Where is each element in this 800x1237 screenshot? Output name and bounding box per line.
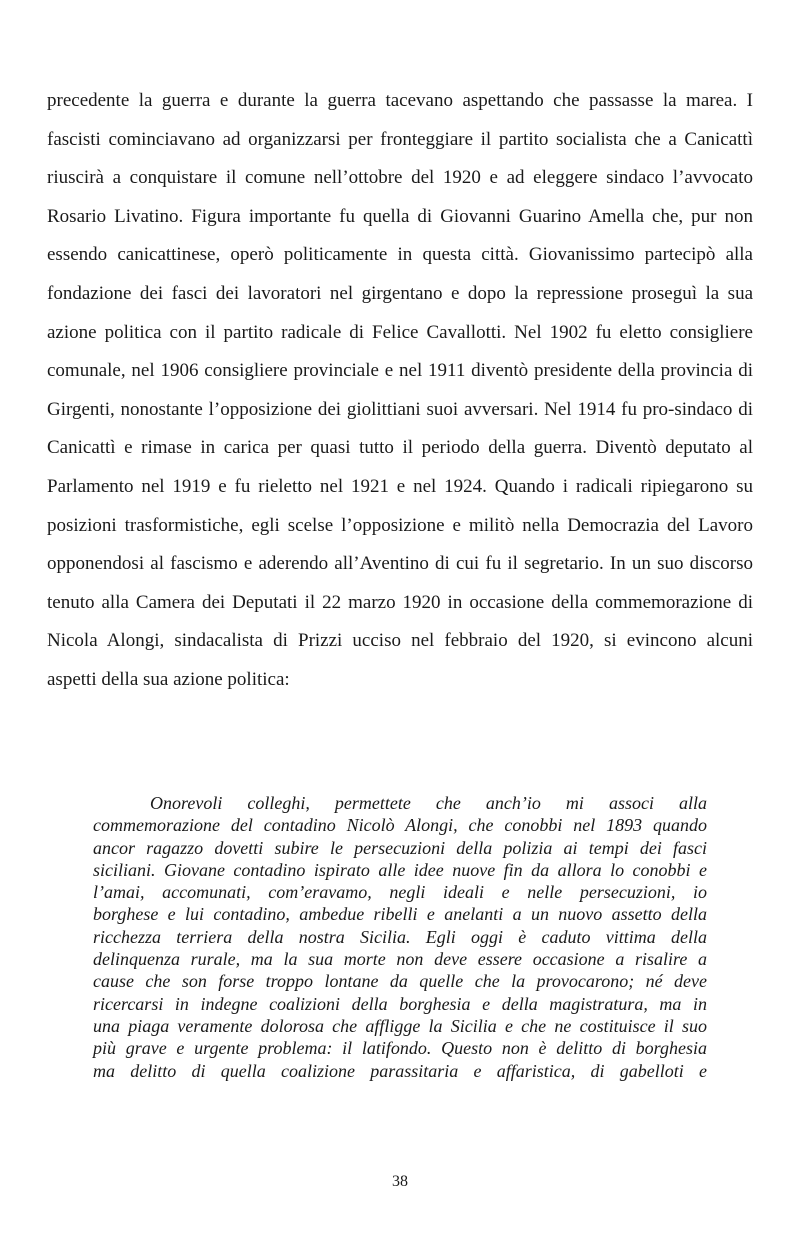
body-line: Parlamento nel 1919 e fu rieletto nel 1921 e nel 1924. Quando i radicali ripiegarono su: [47, 475, 753, 497]
quote-line: ricercarsi in indegne coalizioni della borghesia e della magistratura, ma in: [93, 993, 707, 1014]
body-line: azione politica con il partito radicale di Felice Cavallotti. Nel 1902 fu eletto consigliere: [47, 321, 753, 343]
body-line: precedente la guerra e durante la guerra tacevano aspettando che passasse la marea. I: [47, 90, 753, 111]
body-line: riuscirà a conquistare il comune nell’ottobre del 1920 e ad eleggere sindaco l’avvocato: [47, 167, 753, 189]
quote-line: ancor ragazzo dovetti subire le persecuzioni della polizia ai tempi dei fasci: [93, 837, 707, 858]
quote-line: delinquenza rurale, ma la sua morte non deve essere occasione a risalire a: [93, 949, 707, 970]
body-line: Canicattì e rimase in carica per quasi tutto il periodo della guerra. Diventò deputato al: [47, 437, 753, 459]
body-line: essendo canicattinese, operò politicamente in questa città. Giovanissimo partecipò alla: [47, 244, 753, 266]
quote-line: ma delitto di quella coalizione parassitaria e affaristica, di gabelloti e: [93, 1060, 707, 1081]
quote-line: più grave e urgente problema: il latifondo. Questo non è delitto di borghesia: [93, 1038, 707, 1059]
quote-line: commemorazione del contadino Nicolò Alongi, che conobbi nel 1893 quando: [93, 815, 707, 836]
quote-line: siciliani. Giovane contadino ispirato alle idee nuove fin da allora lo conobbi e: [93, 859, 707, 880]
body-line: tenuto alla Camera dei Deputati il 22 marzo 1920 in occasione della commemorazione di: [47, 591, 753, 613]
body-line: fascisti cominciavano ad organizzarsi per fronteggiare il partito socialista che a Canicattì: [47, 128, 753, 150]
body-line: opponendosi al fascismo e aderendo all’Aventino di cui fu il segretario. In un suo discorso: [47, 553, 753, 575]
body-line: comunale, nel 1906 consigliere provinciale e nel 1911 diventò presidente della provincia di: [47, 360, 753, 382]
body-line: Rosario Livatino. Figura importante fu quella di Giovanni Guarino Amella che, pur non: [47, 205, 753, 227]
quote-line: borghese e lui contadino, ambedue ribelli e anelanti a un nuovo assetto della: [93, 904, 707, 925]
page-number: 38: [392, 1173, 408, 1190]
block-quote: [93, 792, 707, 1082]
body-line: Nicola Alongi, sindacalista di Prizzi ucciso nel febbraio del 1920, si evincono alcuni: [47, 630, 753, 652]
body-line: aspetti della sua azione politica:: [47, 668, 290, 690]
body-line: posizioni trasformistiche, egli scelse l’opposizione e militò nella Democrazia del Lavoro: [47, 514, 753, 536]
quote-line: Onorevoli colleghi, permettete che anch’io mi associ alla: [150, 793, 707, 813]
quote-line: una piaga veramente dolorosa che affligge la Sicilia e che ne costituisce il suo: [93, 1015, 707, 1036]
body-line: Girgenti, nonostante l’opposizione dei giolittiani suoi avversari. Nel 1914 fu pro-sindaco di: [47, 398, 753, 420]
body-paragraph: [47, 82, 753, 700]
quote-line: cause che son forse troppo lontane da quelle che la provocarono; né deve: [93, 971, 707, 992]
body-line: fondazione dei fasci dei lavoratori nel girgentano e dopo la repressione proseguì la sua: [47, 282, 753, 304]
quote-line: ricchezza terriera della nostra Sicilia. Egli oggi è caduto vittima della: [93, 926, 707, 947]
quote-line: l’amai, accomunati, com’eravamo, negli ideali e nelle persecuzioni, io: [93, 882, 707, 903]
